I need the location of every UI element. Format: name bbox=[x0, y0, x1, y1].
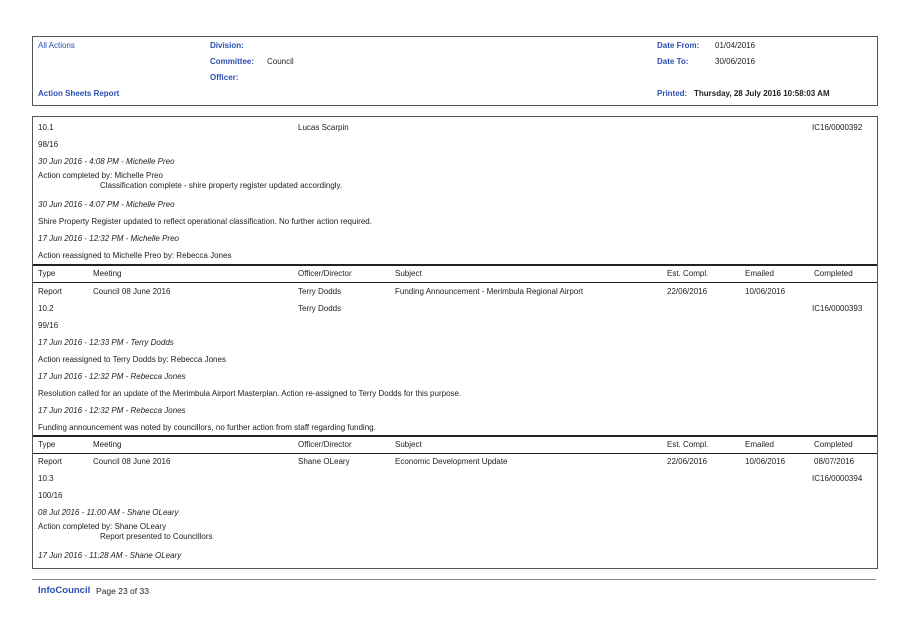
col-completed: Completed bbox=[814, 440, 853, 449]
action-type: Report bbox=[38, 457, 63, 466]
report-title: Action Sheets Report bbox=[38, 89, 120, 98]
note-stamp-text: 08 Jul 2016 - 11:00 AM - Shane OLeary bbox=[38, 508, 179, 517]
action-emailed: 10/06/2016 bbox=[745, 457, 786, 466]
col-completed: Completed bbox=[814, 269, 853, 278]
col-officer: Officer/Director bbox=[298, 269, 352, 278]
note-text bbox=[33, 351, 877, 368]
note-text bbox=[33, 213, 877, 230]
action-officer: Shane OLeary bbox=[298, 457, 350, 466]
action-type: Report bbox=[38, 287, 63, 296]
printed-value: Thursday, 28 July 2016 10:58:03 AM bbox=[694, 89, 830, 98]
note-stamp-text: 30 Jun 2016 - 4:07 PM - Michelle Preo bbox=[38, 200, 175, 209]
action-officer: Terry Dodds bbox=[298, 287, 342, 296]
col-subject: Subject bbox=[395, 269, 422, 278]
action-est-compl: 22/06/2016 bbox=[667, 457, 708, 466]
note-stamp-text: 17 Jun 2016 - 11:28 AM - Shane OLeary bbox=[38, 551, 182, 560]
col-est-compl: Est. Compl. bbox=[667, 440, 709, 449]
page-number: Page 23 of 33 bbox=[96, 586, 149, 596]
officer-name: Terry Dodds bbox=[298, 304, 342, 313]
col-est-compl: Est. Compl. bbox=[667, 269, 709, 278]
action-row bbox=[33, 453, 877, 470]
col-meeting: Meeting bbox=[93, 440, 122, 449]
date-from-label: Date From: bbox=[657, 41, 700, 50]
committee-label: Committee: bbox=[210, 57, 255, 66]
action-meeting: Council 08 June 2016 bbox=[93, 457, 171, 466]
resolution-row bbox=[33, 317, 877, 334]
action-est-compl: 22/06/2016 bbox=[667, 287, 708, 296]
note-text-content: Action reassigned to Michelle Preo by: Rebecca Jones bbox=[38, 251, 232, 260]
date-to-label: Date To: bbox=[657, 57, 689, 66]
doc-reference: IC16/0000393 bbox=[812, 304, 863, 313]
printed-label: Printed: bbox=[657, 89, 688, 98]
all-actions-label: All Actions bbox=[38, 41, 75, 50]
doc-reference: IC16/0000394 bbox=[812, 474, 863, 483]
note-text-content: Shire Property Register updated to reflect operational classification. No further action required. bbox=[38, 217, 372, 226]
note-stamp-text: 30 Jun 2016 - 4:08 PM - Michelle Preo bbox=[38, 157, 175, 166]
doc-reference: IC16/0000392 bbox=[812, 123, 863, 132]
note-subtext bbox=[33, 180, 877, 192]
column-header-row bbox=[33, 264, 877, 283]
report-header bbox=[32, 36, 878, 106]
note-text-content: Action completed by: Shane OLeary bbox=[38, 522, 167, 531]
note-subtext-content: Report presented to Councillors bbox=[100, 532, 213, 541]
note-stamp bbox=[33, 504, 877, 521]
resolution-row bbox=[33, 136, 877, 153]
footer-divider bbox=[32, 579, 876, 580]
column-header-row bbox=[33, 435, 877, 454]
col-meeting: Meeting bbox=[93, 269, 122, 278]
col-type: Type bbox=[38, 269, 56, 278]
resolution-number: 98/16 bbox=[38, 140, 59, 149]
resolution-number: 100/16 bbox=[38, 491, 63, 500]
item-row bbox=[33, 119, 877, 136]
date-from-value: 01/04/2016 bbox=[715, 41, 756, 50]
resolution-number: 99/16 bbox=[38, 321, 59, 330]
note-stamp bbox=[33, 196, 877, 213]
item-row bbox=[33, 470, 877, 487]
note-subtext-content: Classification complete - shire property register updated accordingly. bbox=[100, 181, 343, 190]
col-type: Type bbox=[38, 440, 56, 449]
action-meeting: Council 08 June 2016 bbox=[93, 287, 171, 296]
note-stamp bbox=[33, 153, 877, 170]
note-stamp bbox=[33, 334, 877, 351]
action-completed: 08/07/2016 bbox=[814, 457, 855, 466]
col-emailed: Emailed bbox=[745, 269, 774, 278]
item-number: 10.2 bbox=[38, 304, 54, 313]
note-subtext bbox=[33, 531, 877, 543]
note-text bbox=[33, 419, 877, 436]
note-stamp-text: 17 Jun 2016 - 12:32 PM - Rebecca Jones bbox=[38, 372, 186, 381]
footer-brand-logo: InfoCouncil bbox=[38, 585, 91, 596]
note-stamp-text: 17 Jun 2016 - 12:32 PM - Rebecca Jones bbox=[38, 406, 186, 415]
item-number: 10.1 bbox=[38, 123, 54, 132]
date-to-value: 30/06/2016 bbox=[715, 57, 756, 66]
col-subject: Subject bbox=[395, 440, 422, 449]
division-label: Division: bbox=[210, 41, 244, 50]
item-number: 10.3 bbox=[38, 474, 54, 483]
note-stamp bbox=[33, 368, 877, 385]
note-text-content: Resolution called for an update of the Merimbula Airport Masterplan. Action re-assigned to Terry Dodds for this purpose. bbox=[38, 389, 462, 398]
note-stamp bbox=[33, 547, 877, 564]
officer-label: Officer: bbox=[210, 73, 239, 82]
col-officer: Officer/Director bbox=[298, 440, 352, 449]
action-emailed: 10/06/2016 bbox=[745, 287, 786, 296]
note-stamp bbox=[33, 402, 877, 419]
note-text bbox=[33, 385, 877, 402]
note-stamp-text: 17 Jun 2016 - 12:33 PM - Terry Dodds bbox=[38, 338, 174, 347]
note-text-content: Action completed by: Michelle Preo bbox=[38, 171, 163, 180]
note-stamp bbox=[33, 230, 877, 247]
note-stamp-text: 17 Jun 2016 - 12:32 PM - Michelle Preo bbox=[38, 234, 179, 243]
note-text bbox=[33, 247, 877, 264]
action-subject: Economic Development Update bbox=[395, 457, 508, 466]
item-row bbox=[33, 300, 877, 317]
note-text-content: Action reassigned to Terry Dodds by: Rebecca Jones bbox=[38, 355, 226, 364]
note-text-content: Funding announcement was noted by councillors, no further action from staff regarding funding. bbox=[38, 423, 376, 432]
action-subject: Funding Announcement - Merimbula Regional Airport bbox=[395, 287, 584, 296]
committee-value: Council bbox=[267, 57, 294, 66]
col-emailed: Emailed bbox=[745, 440, 774, 449]
actions-table bbox=[32, 116, 878, 569]
officer-name: Lucas Scarpin bbox=[298, 123, 349, 132]
action-row bbox=[33, 283, 877, 300]
resolution-row bbox=[33, 487, 877, 504]
